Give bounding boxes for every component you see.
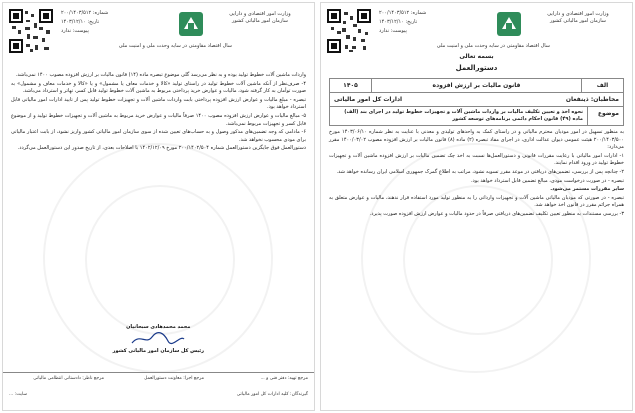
org-name: وزارت امور اقتصادی و دارایی سازمان امور مالیاتی کشور [229,11,291,24]
page-footer: مرجع تهیه: دفتر فنی و ... مرجع اجرا: معاونت دستورالعمل مرجع ناظر: دادستانی انتظامی مالیاتی گیرندگان: کلیه ادارات کل امور مالیاتی سایت: ... [3,372,314,410]
letter-body: به منظور تسهیل در امور مودیان محترم مالیاتی و در راستای کمک به واحدهای تولیدی و معدنی با عنایت به نظر شماره ۱۴۰۳/۰۶/۱۰ مورخ ۲۰۰/۱۴۰۳/۵۰۰ هیئت عمومی دیوان عدالت اداری، در اجرای مفاد تبصره (۲) ماده (۸) قانون مالیات بر ارزش افزوده مصوب ۱۴۰۰/۰۳/۰۲ مقرر می‌دارد: ۱- ادارات امور مالیاتی با رعایت مقررات قانونی و دستورالعمل‌ها نسبت به اخذ چک تضمین مالیات بر ارزش افزوده ماشین آلات و تجهیزات خطوط تولید در ورود اقدام نمایند. ۲- چنانچه پس از بررسی، تضمین‌های دریافتی در موعد مقرر تسویه نشود، مراتب به اطلاع گمرک جمهوری اسلامی ایران رسانده خواهد شد. تبصره - در صورت درخواست مودی، مبالغ تضمین قابل استرداد خواهد بود. سایر مقررات مستمر می‌شود. تبصره - در صورتی که مودیان مالیاتی ماشین آلات و تجهیزات وارداتی را به منظور تولید مورد استفاده قرار ندهند، مالیات و عوارض متعلق به همراه جرائم مقرر در قانون اخذ خواهد شد. ۳- بررسی مستندات به منظور تعیین تکلیف تضمین‌های دریافتی صرفاً در حدود مالیات و عوارض ارزش افزوده صورت پذیرد. [329,129,624,217]
document-page-1 [320,2,633,411]
tax-organization-emblem-icon [176,9,206,39]
number-cell: ۱۴۰۵ [330,79,372,92]
document-type-title: دستورالعمل [455,64,498,72]
subject-text: نحوه اخذ و تعیین تکلیف مالیات بر واردات ماشین آلات و تجهیزات خطوط تولید در اجرای بند (الف) ماده (۴۹) قانون احکام دائمی برنامه‌های توسعه کشور [344,109,583,122]
page-header [321,3,632,61]
signature-scribble [128,331,188,347]
department-cell: ادارات کل امور مالیاتی [334,96,403,103]
qr-code-icon [9,9,53,53]
table-row [330,107,623,125]
table-row [330,79,623,93]
watermark-seal [361,143,591,373]
law-title-cell: قانون مالیات بر ارزش افزوده [432,82,521,89]
page-header [3,3,314,61]
letter-body: واردات ماشین آلات خطوط تولید بوده و به نظر می‌رسد گلی موضوع تبصره ماده (۱۴) قانون مالیات بر ارزش افزوده مصوب ۱۴۰۰ نمی‌باشد. ۴- صرف‌نظر از آنکه ماشین آلات خطوط تولید در راستای تولید «کالا و خدمات معاف یا مشمول» و یا «کالا و خدمات معاف و مشمول» به صورت توأمان به کار گرفته شود، مالیات و عوارض خرید پرداختی مربوط به ماشین آلات خطوط تولید قابل کسر، تهاتر و استرداد می‌باشد. تبصره - مبلغ مالیات و عوارض ارزش افزوده پرداختی بابت واردات ماشین آلات و تجهیزات خطوط تولید پس از تایید ادارات امور مالیاتی قابل استرداد خواهد بود. ۵- مبالغ مالیات و عوارض ارزش افزوده مصوب ۱۴۰۰ صرفاً مالیات و عوارض خرید مربوط به ماشین آلات و تجهیزات خطوط تولید و از موضوع قابل کسر و تجهیزات مربوط نمی‌باشد. ۶- مادامی که وجه تضمین‌های مذکور وصول و به حساب‌های تعیین شده از سوی سازمان امور مالیاتی کشور واریز نشود، از بابت اعتبار مالیاتی برای مودی محسوب نخواهد شد. دستورالعمل فوق جایگزین دستورالعمل شماره ۲۰۰/۱۴۰۲/۵۰۴ مورخ ۱۴۰۲/۱۲/۰۹ با اصلاحات بعدی، از تاریخ صدور این دستورالعمل می‌گردد. [11,72,306,152]
year-slogan: سال اقتصاد مقاومتی در سایه وحدت ملی و امنیت ملی [118,43,232,49]
tax-organization-emblem-icon [494,9,524,39]
code-cell: الف [581,79,623,92]
table-row [330,93,623,107]
header-basmala: بسمه تعالی [459,53,494,60]
subject-label: موضوع [587,107,623,125]
qr-code-icon [327,9,371,53]
signature-block [113,323,204,355]
letter-meta: شماره: ۲۰۰/۱۴۰۳/۵۱۲ تاریخ: ۱۴۰۳/۱۲/۱۰ پیوست: ندارد [61,10,109,34]
addressee-cell: مخاطبان: ذینفعان [565,96,619,103]
year-slogan: سال اقتصاد مقاومتی در سایه وحدت ملی و امنیت ملی [436,43,550,49]
section-title: سایر مقررات مستمر می‌شود. [550,186,624,193]
signer-title: رئیس کل سازمان امور مالیاتی کشور [112,348,204,354]
signer-name: محمد محمدهادی سبحانیان [126,324,191,330]
org-name: وزارت امور اقتصادی و دارایی سازمان امور مالیاتی کشور [547,11,609,24]
letter-meta: شماره: ۲۰۰/۱۴۰۳/۵۱۲ تاریخ: ۱۴۰۳/۱۲/۱۰ پیوست: ندارد [379,10,427,34]
document-page-2 [2,2,315,411]
document-info-table [329,78,624,126]
